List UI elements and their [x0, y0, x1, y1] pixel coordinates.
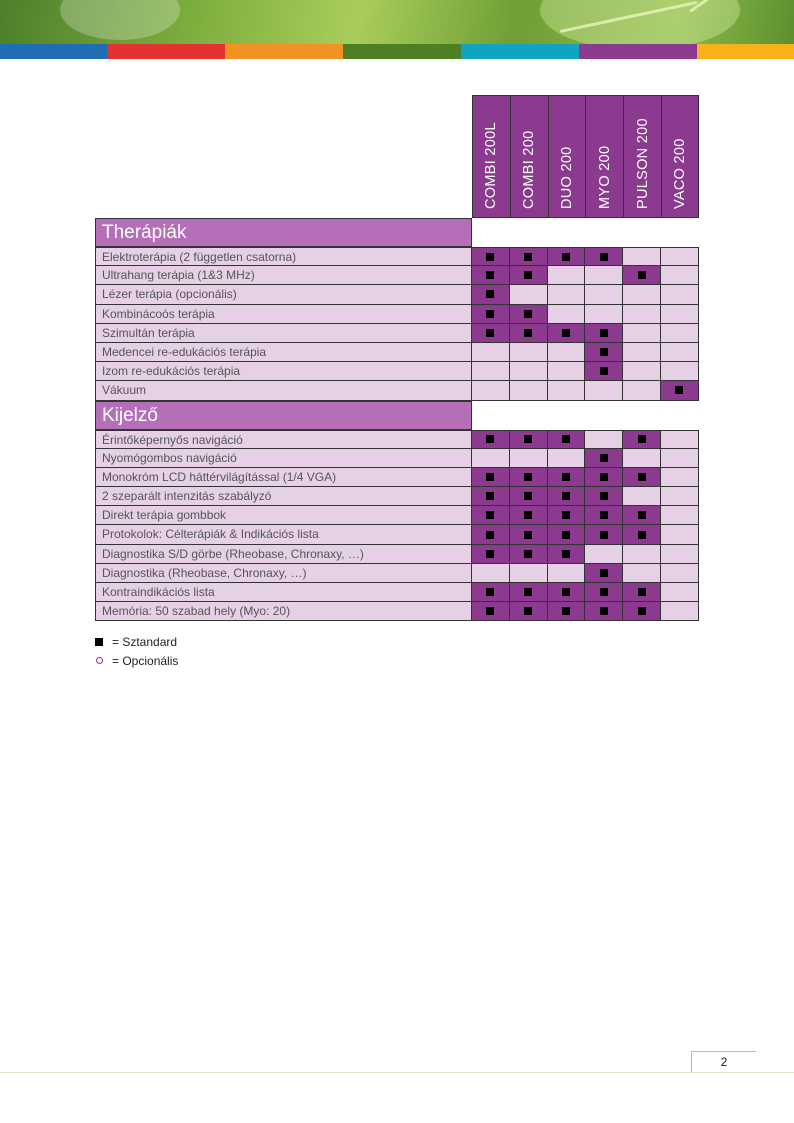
- feature-label: Szimultán terápia: [95, 324, 472, 343]
- feature-label: Lézer terápia (opcionális): [95, 285, 472, 304]
- availability-cell: [585, 564, 623, 583]
- availability-cell: [472, 468, 510, 487]
- filled-square-icon: [562, 492, 570, 500]
- filled-square-icon: [562, 435, 570, 443]
- availability-cell: [623, 381, 661, 400]
- availability-cell: [623, 324, 661, 343]
- filled-square-icon: [638, 271, 646, 279]
- availability-cell: [623, 545, 661, 564]
- availability-cell: [585, 266, 623, 285]
- feature-label: Izom re-edukációs terápia: [95, 362, 472, 381]
- availability-cell: [623, 266, 661, 285]
- feature-label: Kombinácoós terápia: [95, 305, 472, 324]
- feature-label: Memória: 50 szabad hely (Myo: 20): [95, 602, 472, 621]
- availability-cell: [472, 247, 510, 266]
- filled-square-icon: [675, 386, 683, 394]
- availability-cell: [661, 247, 699, 266]
- availability-cell: [623, 449, 661, 468]
- availability-cell: [548, 247, 586, 266]
- availability-cell: [548, 545, 586, 564]
- availability-cell: [585, 468, 623, 487]
- filled-square-icon: [562, 511, 570, 519]
- filled-square-icon: [600, 588, 608, 596]
- availability-cell: [510, 564, 548, 583]
- availability-cell: [661, 545, 699, 564]
- feature-label: Elektroterápia (2 független csatorna): [95, 247, 472, 266]
- filled-square-icon: [486, 531, 494, 539]
- filled-square-icon: [486, 271, 494, 279]
- availability-cell: [472, 430, 510, 449]
- availability-cell: [472, 449, 510, 468]
- feature-label: 2 szeparált intenzitás szabályzó: [95, 487, 472, 506]
- availability-cell: [623, 583, 661, 602]
- availability-cell: [548, 468, 586, 487]
- page-number: 2: [691, 1051, 756, 1072]
- filled-square-icon: [638, 435, 646, 443]
- availability-cell: [548, 487, 586, 506]
- filled-square-icon: [524, 473, 532, 481]
- table-row: [95, 362, 699, 381]
- filled-square-icon: [562, 607, 570, 615]
- product-column-header: [661, 95, 699, 218]
- color-stripe-segment: [461, 44, 579, 59]
- availability-cell: [661, 583, 699, 602]
- availability-cell: [623, 602, 661, 621]
- filled-square-icon: [486, 492, 494, 500]
- availability-cell: [548, 285, 586, 304]
- product-name: COMBI 200: [521, 130, 538, 209]
- table-row: [95, 506, 699, 525]
- availability-cell: [548, 564, 586, 583]
- availability-cell: [548, 506, 586, 525]
- availability-cell: [585, 247, 623, 266]
- availability-cell: [510, 545, 548, 564]
- filled-square-icon: [562, 588, 570, 596]
- filled-square-icon: [95, 638, 103, 646]
- product-name: VACO 200: [671, 138, 688, 209]
- availability-cell: [623, 247, 661, 266]
- availability-cell: [510, 430, 548, 449]
- banner-glow: [60, 0, 180, 40]
- availability-cell: [472, 506, 510, 525]
- availability-cell: [661, 487, 699, 506]
- availability-cell: [510, 305, 548, 324]
- filled-square-icon: [600, 348, 608, 356]
- availability-cell: [548, 362, 586, 381]
- filled-square-icon: [486, 550, 494, 558]
- legend-item-standard: [95, 632, 178, 651]
- availability-cell: [585, 545, 623, 564]
- availability-cell: [585, 362, 623, 381]
- section-spacer: [472, 218, 699, 247]
- table-row: [95, 583, 699, 602]
- color-stripe-segment: [225, 44, 343, 59]
- product-name: PULSON 200: [634, 118, 651, 209]
- feature-label: Kontraindikációs lista: [95, 583, 472, 602]
- product-column-header: [510, 95, 548, 218]
- table-row: [95, 525, 699, 544]
- availability-cell: [585, 430, 623, 449]
- product-column-header: [623, 95, 661, 218]
- section-header: [95, 401, 699, 430]
- filled-square-icon: [524, 253, 532, 261]
- availability-cell: [548, 430, 586, 449]
- filled-square-icon: [562, 329, 570, 337]
- availability-cell: [585, 285, 623, 304]
- product-column-header: [472, 95, 510, 218]
- table-row: [95, 449, 699, 468]
- filled-square-icon: [562, 531, 570, 539]
- filled-square-icon: [486, 310, 494, 318]
- legend-optional-label: = Opcionális: [112, 653, 179, 668]
- filled-square-icon: [600, 329, 608, 337]
- availability-cell: [548, 583, 586, 602]
- availability-cell: [548, 343, 586, 362]
- filled-square-icon: [600, 253, 608, 261]
- availability-cell: [623, 285, 661, 304]
- availability-cell: [585, 583, 623, 602]
- filled-square-icon: [562, 550, 570, 558]
- filled-square-icon: [638, 473, 646, 481]
- availability-cell: [510, 525, 548, 544]
- availability-cell: [548, 602, 586, 621]
- availability-cell: [623, 362, 661, 381]
- availability-cell: [472, 324, 510, 343]
- availability-cell: [661, 285, 699, 304]
- availability-cell: [510, 487, 548, 506]
- availability-cell: [548, 525, 586, 544]
- feature-label: Nyomógombos navigáció: [95, 449, 472, 468]
- filled-square-icon: [486, 607, 494, 615]
- availability-cell: [510, 247, 548, 266]
- feature-label: Diagnostika (Rheobase, Chronaxy, …): [95, 564, 472, 583]
- filled-square-icon: [524, 588, 532, 596]
- legend-standard-label: = Sztandard: [112, 634, 178, 649]
- availability-cell: [510, 506, 548, 525]
- feature-label: Monokróm LCD háttérvilágítással (1/4 VGA): [95, 468, 472, 487]
- filled-square-icon: [486, 290, 494, 298]
- table-row: [95, 324, 699, 343]
- footer-line: [0, 1072, 794, 1073]
- product-column-header: [548, 95, 586, 218]
- availability-cell: [661, 564, 699, 583]
- filled-square-icon: [638, 607, 646, 615]
- availability-cell: [548, 381, 586, 400]
- availability-cell: [661, 506, 699, 525]
- availability-cell: [548, 266, 586, 285]
- filled-square-icon: [638, 588, 646, 596]
- filled-square-icon: [486, 329, 494, 337]
- availability-cell: [510, 602, 548, 621]
- circle-icon: [96, 657, 103, 664]
- availability-cell: [472, 545, 510, 564]
- feature-label: Ultrahang terápia (1&3 MHz): [95, 266, 472, 285]
- availability-cell: [661, 324, 699, 343]
- header-banner: [0, 0, 794, 44]
- filled-square-icon: [600, 607, 608, 615]
- availability-cell: [510, 266, 548, 285]
- availability-cell: [585, 449, 623, 468]
- filled-square-icon: [486, 511, 494, 519]
- feature-label: Medencei re-edukációs terápia: [95, 343, 472, 362]
- availability-cell: [623, 468, 661, 487]
- color-stripe-segment: [579, 44, 697, 59]
- availability-cell: [623, 343, 661, 362]
- availability-cell: [585, 324, 623, 343]
- availability-cell: [585, 381, 623, 400]
- product-column-header: [585, 95, 623, 218]
- availability-cell: [472, 305, 510, 324]
- product-name: MYO 200: [596, 145, 613, 209]
- table-row: [95, 381, 699, 400]
- filled-square-icon: [524, 492, 532, 500]
- product-name: COMBI 200L: [483, 122, 500, 209]
- availability-cell: [661, 362, 699, 381]
- filled-square-icon: [600, 367, 608, 375]
- table-row: [95, 468, 699, 487]
- availability-cell: [472, 362, 510, 381]
- section-title: Kijelző: [95, 401, 472, 430]
- table-row: [95, 430, 699, 449]
- availability-cell: [585, 487, 623, 506]
- product-name: DUO 200: [558, 146, 575, 209]
- section-header: [95, 218, 699, 247]
- filled-square-icon: [600, 531, 608, 539]
- filled-square-icon: [486, 435, 494, 443]
- availability-cell: [661, 602, 699, 621]
- availability-cell: [548, 324, 586, 343]
- color-stripe-segment: [107, 44, 225, 59]
- table-row: [95, 602, 699, 621]
- color-stripe-segment: [343, 44, 461, 59]
- color-stripe-segment: [697, 44, 794, 59]
- filled-square-icon: [486, 253, 494, 261]
- table-row: [95, 266, 699, 285]
- filled-square-icon: [638, 531, 646, 539]
- table-row: [95, 247, 699, 266]
- table-row: [95, 487, 699, 506]
- availability-cell: [623, 506, 661, 525]
- legend: [95, 632, 178, 670]
- table-row: [95, 285, 699, 304]
- filled-square-icon: [486, 473, 494, 481]
- availability-cell: [623, 525, 661, 544]
- table-row: [95, 545, 699, 564]
- filled-square-icon: [524, 550, 532, 558]
- availability-cell: [472, 285, 510, 304]
- availability-cell: [472, 564, 510, 583]
- filled-square-icon: [638, 511, 646, 519]
- availability-cell: [548, 305, 586, 324]
- availability-cell: [510, 343, 548, 362]
- filled-square-icon: [524, 607, 532, 615]
- availability-cell: [472, 487, 510, 506]
- availability-cell: [510, 324, 548, 343]
- availability-cell: [472, 266, 510, 285]
- filled-square-icon: [562, 473, 570, 481]
- availability-cell: [510, 468, 548, 487]
- availability-cell: [661, 266, 699, 285]
- availability-cell: [661, 381, 699, 400]
- feature-label: Érintőképernyős navigáció: [95, 430, 472, 449]
- feature-label: Protokolok: Célterápiák & Indikációs lista: [95, 525, 472, 544]
- availability-cell: [510, 449, 548, 468]
- table-row: [95, 564, 699, 583]
- availability-cell: [472, 343, 510, 362]
- table-row: [95, 343, 699, 362]
- product-header-row: [95, 95, 699, 218]
- availability-cell: [623, 305, 661, 324]
- availability-cell: [661, 343, 699, 362]
- legend-item-optional: [95, 651, 178, 670]
- availability-cell: [661, 305, 699, 324]
- availability-cell: [472, 583, 510, 602]
- header-color-stripe: [0, 44, 794, 59]
- availability-cell: [585, 305, 623, 324]
- filled-square-icon: [486, 588, 494, 596]
- availability-cell: [472, 525, 510, 544]
- filled-square-icon: [562, 253, 570, 261]
- filled-square-icon: [600, 454, 608, 462]
- color-stripe-segment: [0, 44, 107, 59]
- filled-square-icon: [524, 531, 532, 539]
- availability-cell: [510, 381, 548, 400]
- availability-cell: [510, 285, 548, 304]
- feature-matrix: [95, 95, 699, 621]
- availability-cell: [585, 343, 623, 362]
- availability-cell: [661, 449, 699, 468]
- feature-label: Diagnostika S/D görbe (Rheobase, Chronaxy, …): [95, 545, 472, 564]
- filled-square-icon: [600, 569, 608, 577]
- filled-square-icon: [600, 492, 608, 500]
- filled-square-icon: [600, 511, 608, 519]
- section-title: Therápiák: [95, 218, 472, 247]
- banner-glow: [540, 0, 740, 44]
- feature-label: Vákuum: [95, 381, 472, 400]
- availability-cell: [510, 583, 548, 602]
- availability-cell: [472, 602, 510, 621]
- filled-square-icon: [524, 271, 532, 279]
- filled-square-icon: [524, 435, 532, 443]
- table-row: [95, 305, 699, 324]
- availability-cell: [661, 525, 699, 544]
- availability-cell: [548, 449, 586, 468]
- availability-cell: [585, 525, 623, 544]
- availability-cell: [585, 506, 623, 525]
- availability-cell: [623, 487, 661, 506]
- section-spacer: [472, 401, 699, 430]
- filled-square-icon: [524, 310, 532, 318]
- filled-square-icon: [524, 329, 532, 337]
- availability-cell: [661, 430, 699, 449]
- availability-cell: [623, 430, 661, 449]
- availability-cell: [661, 468, 699, 487]
- filled-square-icon: [524, 511, 532, 519]
- availability-cell: [623, 564, 661, 583]
- availability-cell: [585, 602, 623, 621]
- availability-cell: [510, 362, 548, 381]
- availability-cell: [472, 381, 510, 400]
- filled-square-icon: [600, 473, 608, 481]
- feature-label: Direkt terápia gombbok: [95, 506, 472, 525]
